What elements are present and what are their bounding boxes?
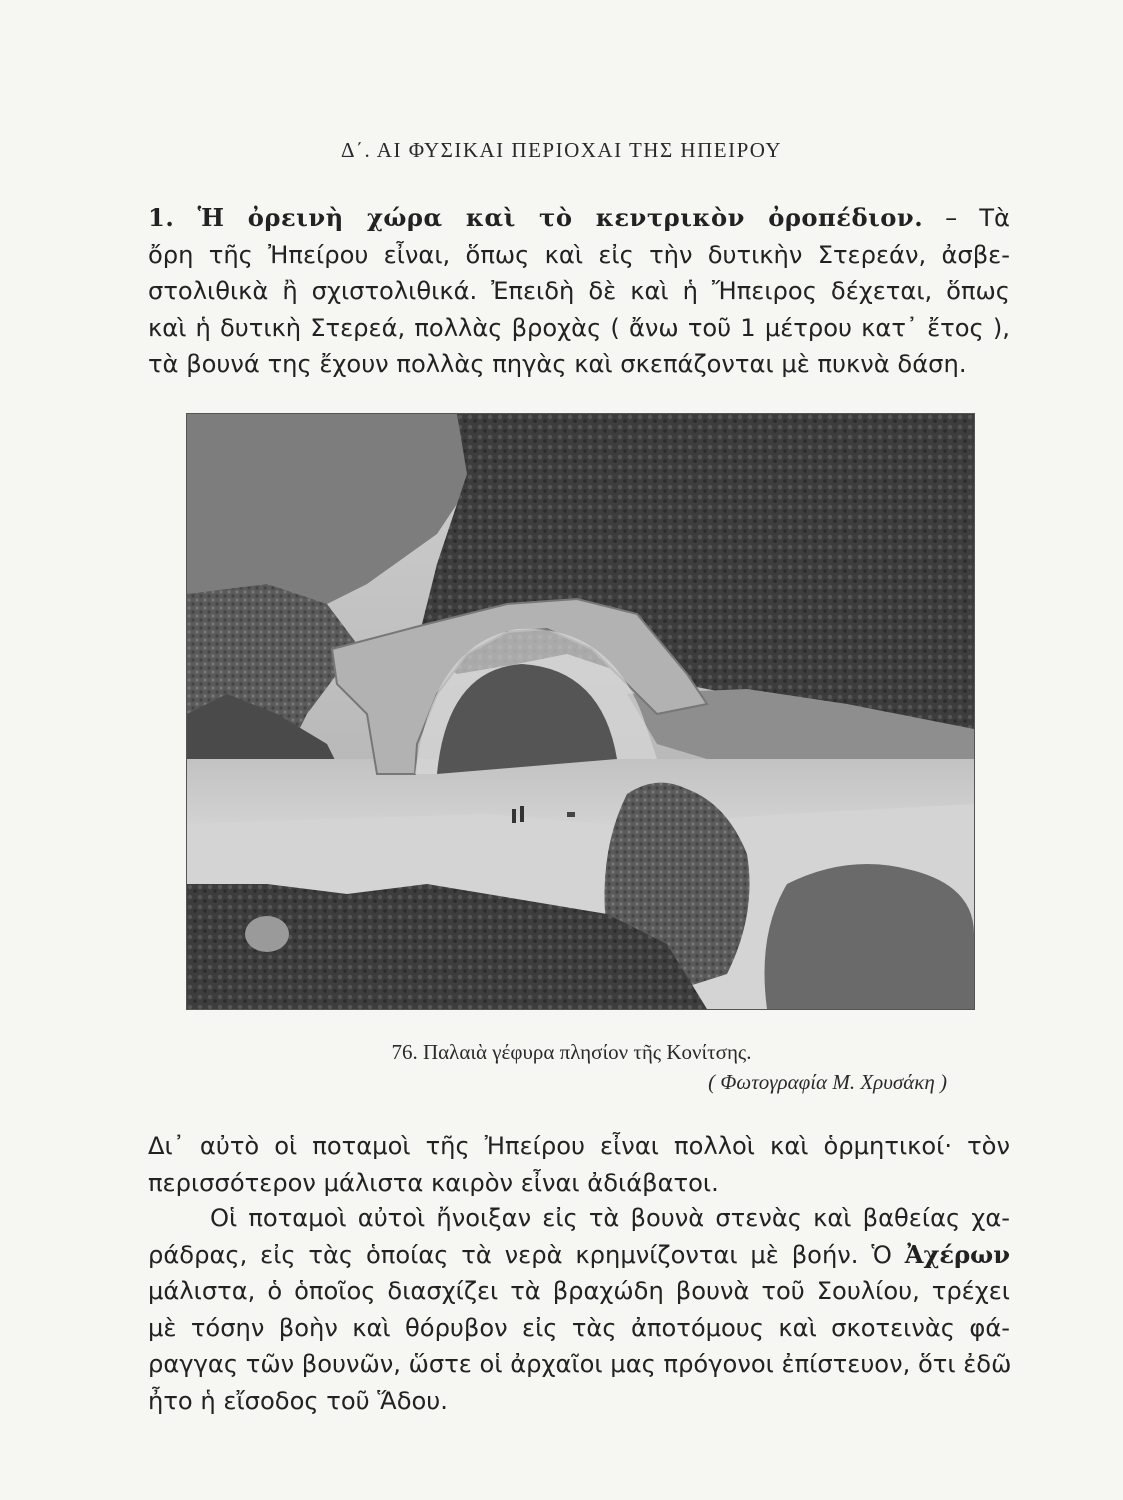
paragraph-line: καὶ ἡ δυτικὴ Στερεά, πολλὰς βροχὰς ( ἄνω τοῦ 1 μέτρου κατ᾽ ἔτος ), [148,313,1010,342]
paragraph-text: – Τὰ [923,204,1010,232]
paragraph-3 [148,1200,1010,1419]
paragraph-text: ράδρας, εἰς τὰς ὁποίας τὰ νερὰ κρημνίζονται μὲ βοήν. Ὁ [148,1240,905,1269]
figure-caption: 76. Παλαιὰ γέφυρα πλησίον τῆς Κονίτσης. [391,1040,752,1064]
chapter-heading: Δ΄. ΑΙ ΦΥΣΙΚΑΙ ΠΕΡΙΟΧΑΙ ΤΗΣ ΗΠΕΙΡΟΥ [340,138,783,162]
paragraph-line: ὄρη τῆς Ἠπείρου εἶναι, ὅπως καὶ εἰς τὴν δυτικὴν Στερεάν, ἀσβε- [148,240,1010,269]
paragraph-line [148,1237,1010,1274]
section-title: 1. Ἡ ὀρεινὴ χώρα καὶ τὸ κεντρικὸν ὀροπέδιον. [148,203,924,232]
paragraph-line: τὰ βουνά της ἔχουν πολλὰς πηγὰς καὶ σκεπάζονται μὲ πυκνὰ δάση. [148,350,967,378]
photo-credit: ( Φωτογραφία Μ. Χρυσάκη ) [708,1070,947,1094]
river-name: Ἀχέρων [904,1239,1010,1269]
bridge-photograph [186,413,975,1010]
paragraph-line [148,200,1010,237]
paragraph-line: ραγγας τῶν βουνῶν, ὥστε οἱ ἀρχαῖοι μας πρόγονοι ἐπίστευον, ὅτι ἐδῶ [148,1350,1012,1378]
paragraph-line: μὲ τόσην βοὴν καὶ θόρυβον εἰς τὰς ἀποτόμους καὶ σκοτεινὰς φά- [148,1313,1010,1342]
paragraph-line: Δι᾽ αὐτὸ οἱ ποταμοὶ τῆς Ἠπείρου εἶναι πολλοὶ καὶ ὁρμητικοί· τὸν [148,1132,1010,1160]
paragraph-line: ἦτο ἡ εἴσοδος τοῦ Ἅδου. [148,1386,448,1415]
paragraph-2 [148,1128,1010,1201]
paragraph-line: μάλιστα, ὁ ὁποῖος διασχίζει τὰ βραχώδη βουνὰ τοῦ Σουλίου, τρέχει [148,1277,1010,1305]
paragraph-line: στολιθικὰ ἢ σχιστολιθικά. Ἐπειδὴ δὲ καὶ ἡ Ἤπειρος δέχεται, ὅπως [148,277,1010,305]
section-1-paragraph [148,200,1010,383]
paragraph-line: Οἱ ποταμοὶ αὐτοὶ ἤνοιξαν εἰς τὰ βουνὰ στενὰς καὶ βαθείας χα- [210,1204,1010,1232]
paragraph-line: περισσότερον μάλιστα καιρὸν εἶναι ἀδιάβατοι. [148,1168,719,1197]
